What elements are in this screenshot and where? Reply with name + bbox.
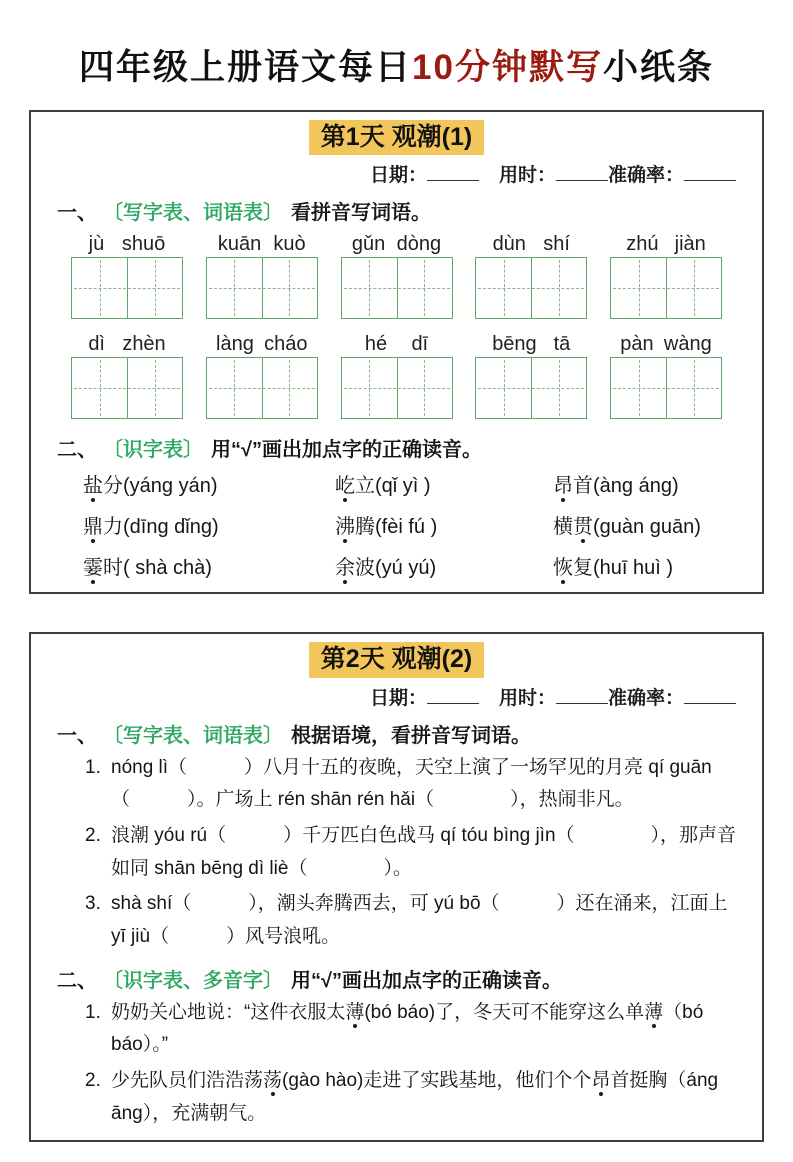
pinyin-choice-item: 鼎力(dīng dǐng) (83, 516, 219, 539)
item-number: 1. (85, 1001, 101, 1023)
pinyin-label (341, 233, 453, 255)
worksheet-card-day1 (29, 110, 764, 594)
sentence-item (57, 997, 736, 1062)
page-title (0, 40, 793, 90)
writing-grid-box (475, 357, 587, 419)
pinyin-syllable: gǔn (351, 233, 386, 256)
time-label: 用时： (498, 687, 556, 709)
date-label: 日期： (369, 165, 427, 187)
section-index: 二、 (57, 969, 97, 992)
pinyin-syllable: zhèn (122, 333, 166, 356)
pinyin-label (610, 333, 722, 355)
pinyin-syllable: pàn (620, 333, 654, 356)
pinyin-word-group (206, 233, 318, 319)
pinyin-choice-item: 沸腾(fèi fú ) (335, 516, 438, 539)
day2-section1-heading (57, 719, 736, 748)
fill-item-text: shà shí（ ），潮头奔腾西去，可 yú bō（ ）还在涌来，江面上 yī jiù（ ）风号浪吼。 (111, 893, 728, 947)
pinyin-label (341, 333, 453, 355)
pinyin-label (71, 233, 183, 255)
pinyin-word-group (71, 233, 183, 319)
day1-title-badge: 第1天 观潮(1) (309, 120, 484, 155)
pinyin-row-1 (57, 233, 736, 319)
pinyin-syllable: bēng (492, 333, 537, 356)
pinyin-label (475, 233, 587, 255)
pinyin-syllable: wàng (663, 333, 712, 356)
section-instruction: 根据语境，看拼音写词语。 (291, 724, 531, 747)
pinyin-word-group (206, 333, 318, 419)
pinyin-label (206, 333, 318, 355)
pinyin-syllable: zhú (626, 233, 659, 256)
pronunciation-choice-grid (57, 472, 736, 582)
fill-item (57, 752, 736, 817)
section-index: 一、 (57, 202, 97, 225)
pinyin-choice-item: 余波(yú yú) (335, 557, 437, 580)
pinyin-syllable: dùn (492, 233, 526, 256)
pinyin-syllable: shí (543, 233, 570, 256)
writing-grid-box (206, 257, 318, 319)
accuracy-label: 准确率： (607, 687, 684, 709)
pinyin-choice-item: 盐分(yáng yán) (83, 475, 218, 498)
pinyin-label (71, 333, 183, 355)
writing-grid-box (610, 357, 722, 419)
time-blank (556, 686, 608, 704)
sentence-item-text: 少先队员们浩浩荡荡(gào hào)走进了实践基地，他们个个昂首挺胸（áng āng），充满朝气。 (111, 1069, 719, 1124)
pinyin-label (475, 333, 587, 355)
pinyin-syllable: jiàn (674, 233, 706, 256)
section-index: 二、 (57, 439, 97, 462)
pinyin-row-2 (57, 333, 736, 419)
fill-item-text: 浪潮 yóu rú（ ）千万匹白色战马 qí tóu bìng jìn（ ），那声音如同 shān bēng dì liè（ ）。 (111, 824, 737, 879)
accuracy-blank (684, 163, 736, 181)
fill-in-items (57, 752, 736, 954)
time-blank (556, 163, 608, 181)
writing-grid-box (341, 357, 453, 419)
pinyin-syllable: dī (411, 333, 429, 356)
time-label: 用时： (498, 165, 556, 187)
day2-section2-heading (57, 964, 736, 993)
date-blank (427, 163, 479, 181)
date-blank (427, 686, 479, 704)
day2-header-row (57, 642, 736, 677)
writing-grid-box (475, 257, 587, 319)
pinyin-choice-item: 屹立(qǐ yì ) (335, 475, 431, 498)
section-instruction: 看拼音写词语。 (291, 202, 431, 225)
pinyin-label (206, 233, 318, 255)
writing-grid-box (206, 357, 318, 419)
pinyin-word-group (341, 233, 453, 319)
pinyin-syllable: làng (216, 333, 254, 356)
day1-header-row (57, 120, 736, 155)
sentence-item-text: 奶奶关心地说：“这件衣服太薄(bó báo)了，冬天可不能穿这么单薄（bó báo）。” (111, 1001, 704, 1056)
pinyin-syllable: cháo (264, 333, 308, 356)
fill-item (57, 888, 736, 953)
pinyin-word-group (475, 233, 587, 319)
page-title-suffix: 小纸条 (602, 48, 714, 87)
accuracy-label: 准确率： (607, 165, 684, 187)
pinyin-syllable: dì (88, 333, 105, 356)
pinyin-syllable: jù (88, 233, 105, 256)
pinyin-syllable: tā (553, 333, 571, 356)
writing-grid-box (610, 257, 722, 319)
day2-title-badge: 第2天 观潮(2) (309, 642, 484, 677)
fill-item (57, 820, 736, 885)
writing-grid-box (71, 357, 183, 419)
pinyin-syllable: kuò (273, 233, 306, 256)
worksheet-card-day2 (29, 632, 764, 1142)
section-tag: 〔识字表〕 (113, 439, 203, 462)
section-tag: 〔写字表、词语表〕 (113, 724, 283, 747)
pinyin-word-group (341, 333, 453, 419)
day1-section2-heading (57, 433, 736, 462)
pinyin-choice-item: 恢复(huī huì ) (553, 557, 674, 580)
writing-grid-box (341, 257, 453, 319)
pinyin-syllable: dòng (396, 233, 442, 256)
pinyin-choice-item: 昂首(àng áng) (553, 475, 679, 498)
pinyin-syllable: kuān (217, 233, 262, 256)
section-tag: 〔识字表、多音字〕 (113, 969, 283, 992)
day2-meta-line (57, 683, 736, 710)
pronunciation-sentence-items (57, 997, 736, 1131)
pinyin-word-group (610, 233, 722, 319)
pinyin-label (610, 233, 722, 255)
pinyin-syllable: hé (364, 333, 388, 356)
writing-grid-box (71, 257, 183, 319)
sentence-item (57, 1065, 736, 1130)
item-number: 1. (85, 756, 101, 778)
section-index: 一、 (57, 724, 97, 747)
item-number: 3. (85, 893, 101, 915)
item-number: 2. (85, 1069, 101, 1091)
date-label: 日期： (369, 687, 427, 709)
section-instruction: 用“√”画出加点字的正确读音。 (211, 439, 482, 462)
section-instruction: 用“√”画出加点字的正确读音。 (291, 969, 562, 992)
pinyin-word-group (610, 333, 722, 419)
fill-item-text: nóng lì（ ）八月十五的夜晚，天空上演了一场罕见的月亮 qí guān（ ）。广场上 rén shān rén hǎi（ ），热闹非凡。 (111, 756, 712, 811)
day1-meta-line (57, 160, 736, 187)
day1-section1-heading (57, 196, 736, 225)
page-title-highlight: 10分钟默写 (412, 48, 603, 87)
accuracy-blank (684, 686, 736, 704)
pinyin-choice-item: 霎时( shà chà) (83, 557, 212, 580)
pinyin-word-group (71, 333, 183, 419)
item-number: 2. (85, 824, 101, 846)
pinyin-word-group (475, 333, 587, 419)
page-title-prefix: 四年级上册语文每日 (79, 48, 413, 87)
pinyin-syllable: shuō (121, 233, 166, 256)
section-tag: 〔写字表、词语表〕 (113, 202, 283, 225)
pinyin-choice-item: 横贯(guàn guān) (553, 516, 701, 539)
